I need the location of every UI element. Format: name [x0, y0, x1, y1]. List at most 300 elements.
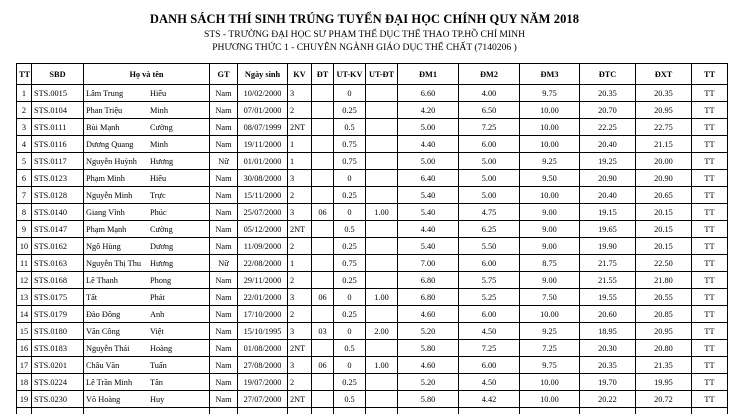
- priority-group: [312, 187, 334, 204]
- total-score: 20.30: [580, 340, 636, 357]
- status: TT: [692, 85, 728, 102]
- area: 2NT: [288, 340, 312, 357]
- admission-score: 20.95: [636, 102, 692, 119]
- area-bonus: 0.25: [334, 187, 366, 204]
- group-bonus: 2.00: [366, 323, 398, 340]
- status: TT: [692, 136, 728, 153]
- total-score: 20.35: [580, 85, 636, 102]
- score-2: 6.00: [459, 136, 520, 153]
- total-score: 20.35: [580, 357, 636, 374]
- area: 2NT: [288, 391, 312, 408]
- surname: Tất: [84, 290, 150, 305]
- birth-date: 01/08/2000: [238, 340, 288, 357]
- priority-group: [312, 340, 334, 357]
- admission-score: 20.35: [636, 85, 692, 102]
- priority-group: [312, 221, 334, 238]
- score-3: 9.25: [520, 323, 580, 340]
- empty-cell: [210, 408, 238, 414]
- area: 1: [288, 136, 312, 153]
- row-number: 8: [17, 204, 32, 221]
- table-row: [17, 323, 728, 340]
- table-row: [17, 85, 728, 102]
- surname: Lê Trần Minh: [84, 375, 150, 390]
- area: 3: [288, 323, 312, 340]
- score-2: 7.25: [459, 340, 520, 357]
- group-bonus: [366, 187, 398, 204]
- score-1: 5.80: [398, 391, 459, 408]
- birth-date: 05/12/2000: [238, 221, 288, 238]
- status: TT: [692, 255, 728, 272]
- full-name: [84, 306, 210, 323]
- score-1: 5.40: [398, 204, 459, 221]
- row-number: 10: [17, 238, 32, 255]
- surname: Đào Đông: [84, 307, 150, 322]
- surname: Ngô Hùng: [84, 239, 150, 254]
- score-2: 4.00: [459, 85, 520, 102]
- priority-group: [312, 306, 334, 323]
- surname: Dương Quang: [84, 137, 150, 152]
- area: 3: [288, 289, 312, 306]
- empty-cell: [32, 408, 84, 414]
- birth-date: 27/07/2000: [238, 391, 288, 408]
- area-bonus: 0: [334, 170, 366, 187]
- column-header: ĐXT: [636, 64, 692, 85]
- candidate-id: STS.0128: [32, 187, 84, 204]
- full-name: [84, 272, 210, 289]
- candidate-id: STS.0123: [32, 170, 84, 187]
- full-name: [84, 119, 210, 136]
- area-bonus: 0: [334, 204, 366, 221]
- score-1: 6.80: [398, 289, 459, 306]
- status: TT: [692, 391, 728, 408]
- gender: Nam: [210, 374, 238, 391]
- area: 1: [288, 153, 312, 170]
- full-name: [84, 357, 210, 374]
- table-row: [17, 187, 728, 204]
- column-header: ĐM3: [520, 64, 580, 85]
- admission-score: 20.72: [636, 391, 692, 408]
- priority-group: [312, 136, 334, 153]
- area: 2: [288, 102, 312, 119]
- score-2: 5.00: [459, 170, 520, 187]
- score-3: 10.00: [520, 102, 580, 119]
- given-name: Phát: [150, 290, 165, 305]
- surname: Nguyễn Thị Thu: [84, 256, 150, 271]
- candidate-id: STS.0140: [32, 204, 84, 221]
- total-score: 19.25: [580, 153, 636, 170]
- given-name: Huy: [150, 392, 164, 407]
- admission-score: 20.15: [636, 221, 692, 238]
- row-number: 4: [17, 136, 32, 153]
- table-row: [17, 102, 728, 119]
- status: TT: [692, 323, 728, 340]
- table-row: [17, 374, 728, 391]
- score-3: 9.00: [520, 238, 580, 255]
- area: 2: [288, 238, 312, 255]
- birth-date: 15/10/1995: [238, 323, 288, 340]
- given-name: Anh: [150, 307, 164, 322]
- admission-score: 20.90: [636, 170, 692, 187]
- empty-cell: [398, 408, 459, 414]
- gender: Nam: [210, 323, 238, 340]
- area-bonus: 0.75: [334, 136, 366, 153]
- area-bonus: 0.5: [334, 340, 366, 357]
- empty-cell: [238, 408, 288, 414]
- priority-group: [312, 119, 334, 136]
- table-row: [17, 340, 728, 357]
- empty-cell: [692, 408, 728, 414]
- area-bonus: 0: [334, 289, 366, 306]
- score-3: 9.00: [520, 204, 580, 221]
- full-name: [84, 374, 210, 391]
- birth-date: 11/09/2000: [238, 238, 288, 255]
- group-bonus: [366, 85, 398, 102]
- score-2: 5.00: [459, 153, 520, 170]
- candidate-id: STS.0015: [32, 85, 84, 102]
- status: TT: [692, 357, 728, 374]
- gender: Nam: [210, 170, 238, 187]
- area-bonus: 0.25: [334, 102, 366, 119]
- priority-group: [312, 391, 334, 408]
- score-1: 4.60: [398, 306, 459, 323]
- empty-cell: [636, 408, 692, 414]
- full-name: [84, 238, 210, 255]
- surname: Lê Thanh: [84, 273, 150, 288]
- candidate-id: STS.0104: [32, 102, 84, 119]
- status: TT: [692, 289, 728, 306]
- score-1: 5.20: [398, 374, 459, 391]
- priority-group: 03: [312, 323, 334, 340]
- given-name: Hương: [150, 256, 173, 271]
- admission-score: 20.00: [636, 153, 692, 170]
- area: 2: [288, 374, 312, 391]
- table-row: [17, 357, 728, 374]
- group-bonus: [366, 306, 398, 323]
- birth-date: 15/11/2000: [238, 187, 288, 204]
- area: 2NT: [288, 221, 312, 238]
- given-name: Tuấn: [150, 358, 167, 373]
- given-name: Cường: [150, 222, 173, 237]
- row-number: 15: [17, 323, 32, 340]
- row-number: 2: [17, 102, 32, 119]
- priority-group: [312, 170, 334, 187]
- column-header: ĐTC: [580, 64, 636, 85]
- score-2: 6.00: [459, 306, 520, 323]
- total-score: 20.22: [580, 391, 636, 408]
- full-name: [84, 187, 210, 204]
- status: TT: [692, 187, 728, 204]
- score-1: 5.00: [398, 119, 459, 136]
- gender: Nữ: [210, 153, 238, 170]
- birth-date: 07/01/2000: [238, 102, 288, 119]
- group-bonus: [366, 255, 398, 272]
- gender: Nam: [210, 102, 238, 119]
- admission-score: 20.15: [636, 238, 692, 255]
- table-row: [17, 119, 728, 136]
- gender: Nam: [210, 357, 238, 374]
- birth-date: 27/08/2000: [238, 357, 288, 374]
- group-bonus: [366, 221, 398, 238]
- empty-cell: [17, 408, 32, 414]
- row-number: 5: [17, 153, 32, 170]
- admission-table: [16, 63, 728, 414]
- birth-date: 22/01/2000: [238, 289, 288, 306]
- admission-score: 20.95: [636, 323, 692, 340]
- birth-date: 19/11/2000: [238, 136, 288, 153]
- column-header: TT: [692, 64, 728, 85]
- column-header: ĐT: [312, 64, 334, 85]
- full-name: [84, 204, 210, 221]
- birth-date: 08/07/1999: [238, 119, 288, 136]
- area-bonus: 0.25: [334, 272, 366, 289]
- candidate-id: STS.0117: [32, 153, 84, 170]
- given-name: Trực: [150, 188, 166, 203]
- row-number: 19: [17, 391, 32, 408]
- admission-score: 21.15: [636, 136, 692, 153]
- area-bonus: 0.25: [334, 374, 366, 391]
- table-header-row: [17, 64, 728, 85]
- priority-group: 06: [312, 204, 334, 221]
- admission-score: 22.50: [636, 255, 692, 272]
- score-3: 10.00: [520, 136, 580, 153]
- empty-cell: [334, 408, 366, 414]
- total-score: 19.65: [580, 221, 636, 238]
- area-bonus: 0.25: [334, 238, 366, 255]
- admission-score: 21.80: [636, 272, 692, 289]
- group-bonus: [366, 102, 398, 119]
- score-3: 9.00: [520, 221, 580, 238]
- score-2: 6.25: [459, 221, 520, 238]
- group-bonus: [366, 238, 398, 255]
- given-name: Dương: [150, 239, 173, 254]
- score-2: 7.25: [459, 119, 520, 136]
- gender: Nữ: [210, 255, 238, 272]
- gender: Nam: [210, 119, 238, 136]
- area: 2: [288, 272, 312, 289]
- row-number: 12: [17, 272, 32, 289]
- total-score: 20.60: [580, 306, 636, 323]
- area: 2: [288, 187, 312, 204]
- row-number: 6: [17, 170, 32, 187]
- given-name: Phúc: [150, 205, 167, 220]
- table-row: [17, 204, 728, 221]
- full-name: [84, 153, 210, 170]
- candidate-id: STS.0175: [32, 289, 84, 306]
- birth-date: 22/08/2000: [238, 255, 288, 272]
- admission-score: 20.80: [636, 340, 692, 357]
- score-2: 6.00: [459, 255, 520, 272]
- score-1: 5.20: [398, 323, 459, 340]
- priority-group: [312, 238, 334, 255]
- surname: Nguyễn Thái: [84, 341, 150, 356]
- group-bonus: [366, 119, 398, 136]
- empty-cell: [288, 408, 312, 414]
- area: 1: [288, 255, 312, 272]
- table-row: [17, 221, 728, 238]
- score-1: 7.00: [398, 255, 459, 272]
- given-name: Hiếu: [150, 86, 166, 101]
- admission-score: 20.15: [636, 204, 692, 221]
- empty-cell: [580, 408, 636, 414]
- priority-group: [312, 85, 334, 102]
- column-header: ĐM1: [398, 64, 459, 85]
- given-name: Việt: [150, 324, 164, 339]
- score-1: 5.40: [398, 238, 459, 255]
- full-name: [84, 221, 210, 238]
- score-2: 5.50: [459, 238, 520, 255]
- admission-score: 22.75: [636, 119, 692, 136]
- birth-date: 29/11/2000: [238, 272, 288, 289]
- area: 2NT: [288, 119, 312, 136]
- score-3: 10.00: [520, 391, 580, 408]
- full-name: [84, 289, 210, 306]
- total-score: 18.95: [580, 323, 636, 340]
- score-3: 9.75: [520, 357, 580, 374]
- area-bonus: 0.5: [334, 391, 366, 408]
- status: TT: [692, 170, 728, 187]
- full-name: [84, 102, 210, 119]
- candidate-id: STS.0163: [32, 255, 84, 272]
- candidate-id: STS.0111: [32, 119, 84, 136]
- status: TT: [692, 340, 728, 357]
- column-header: Ngày sinh: [238, 64, 288, 85]
- given-name: Minh: [150, 103, 168, 118]
- admission-score: 19.95: [636, 374, 692, 391]
- group-bonus: 1.00: [366, 204, 398, 221]
- priority-group: 06: [312, 289, 334, 306]
- table-row: [17, 272, 728, 289]
- area-bonus: 0.5: [334, 221, 366, 238]
- given-name: Hoàng: [150, 341, 172, 356]
- score-2: 4.75: [459, 204, 520, 221]
- row-number: 3: [17, 119, 32, 136]
- candidate-id: STS.0116: [32, 136, 84, 153]
- total-score: 19.55: [580, 289, 636, 306]
- given-name: Hương: [150, 154, 173, 169]
- given-name: Minh: [150, 137, 168, 152]
- total-score: 19.90: [580, 238, 636, 255]
- given-name: Hiếu: [150, 171, 166, 186]
- row-number: 17: [17, 357, 32, 374]
- score-3: 10.00: [520, 119, 580, 136]
- surname: Phạm Mạnh: [84, 222, 150, 237]
- status: TT: [692, 153, 728, 170]
- status: TT: [692, 374, 728, 391]
- total-score: 19.15: [580, 204, 636, 221]
- admission-score: 20.55: [636, 289, 692, 306]
- candidate-id: STS.0179: [32, 306, 84, 323]
- column-header: SBD: [32, 64, 84, 85]
- empty-cell: [459, 408, 520, 414]
- table-row: [17, 136, 728, 153]
- status: TT: [692, 102, 728, 119]
- area-bonus: 0: [334, 357, 366, 374]
- score-3: 7.25: [520, 340, 580, 357]
- admission-score: 21.35: [636, 357, 692, 374]
- gender: Nam: [210, 340, 238, 357]
- score-3: 10.00: [520, 187, 580, 204]
- score-2: 6.50: [459, 102, 520, 119]
- group-bonus: 1.00: [366, 357, 398, 374]
- priority-group: [312, 272, 334, 289]
- score-2: 5.00: [459, 187, 520, 204]
- score-2: 4.50: [459, 323, 520, 340]
- gender: Nam: [210, 238, 238, 255]
- birth-date: 17/10/2000: [238, 306, 288, 323]
- row-number: 7: [17, 187, 32, 204]
- surname: Võ Hoàng: [84, 392, 150, 407]
- candidate-id: STS.0147: [32, 221, 84, 238]
- empty-cell: [312, 408, 334, 414]
- surname: Nguyễn Huỳnh: [84, 154, 150, 169]
- score-2: 4.50: [459, 374, 520, 391]
- score-1: 6.60: [398, 85, 459, 102]
- area-bonus: 0.25: [334, 306, 366, 323]
- status: TT: [692, 272, 728, 289]
- candidate-id: STS.0230: [32, 391, 84, 408]
- score-1: 6.40: [398, 170, 459, 187]
- row-number: 14: [17, 306, 32, 323]
- empty-cell: [84, 408, 210, 414]
- full-name: [84, 170, 210, 187]
- priority-group: [312, 374, 334, 391]
- gender: Nam: [210, 85, 238, 102]
- full-name: [84, 391, 210, 408]
- column-header: Họ và tên: [84, 64, 210, 85]
- column-header: UT-ĐT: [366, 64, 398, 85]
- score-1: 6.80: [398, 272, 459, 289]
- area: 3: [288, 204, 312, 221]
- candidate-id: STS.0183: [32, 340, 84, 357]
- admission-score: 20.85: [636, 306, 692, 323]
- table-row: [17, 153, 728, 170]
- surname: Nguyễn Minh: [84, 188, 150, 203]
- table-row: [17, 391, 728, 408]
- total-score: 20.40: [580, 136, 636, 153]
- table-row: [17, 170, 728, 187]
- area: 3: [288, 357, 312, 374]
- admission-method: PHƯƠNG THỨC 1 - CHUYÊN NGÀNH GIÁO DỤC THỂ CHẤT (7140206 ): [0, 42, 729, 53]
- score-1: 5.80: [398, 340, 459, 357]
- empty-cell: [520, 408, 580, 414]
- surname: Lâm Trung: [84, 86, 150, 101]
- area-bonus: 0: [334, 323, 366, 340]
- status: TT: [692, 221, 728, 238]
- candidate-id: STS.0224: [32, 374, 84, 391]
- area: 3: [288, 170, 312, 187]
- full-name: [84, 323, 210, 340]
- candidate-id: STS.0168: [32, 272, 84, 289]
- score-1: 4.60: [398, 357, 459, 374]
- area-bonus: 0: [334, 85, 366, 102]
- area: 3: [288, 85, 312, 102]
- gender: Nam: [210, 391, 238, 408]
- gender: Nam: [210, 221, 238, 238]
- full-name: [84, 255, 210, 272]
- area-bonus: 0.75: [334, 153, 366, 170]
- full-name: [84, 136, 210, 153]
- candidate-id: STS.0162: [32, 238, 84, 255]
- status: TT: [692, 238, 728, 255]
- group-bonus: [366, 153, 398, 170]
- score-1: 4.40: [398, 136, 459, 153]
- score-2: 6.00: [459, 357, 520, 374]
- row-number: 11: [17, 255, 32, 272]
- gender: Nam: [210, 136, 238, 153]
- birth-date: 10/02/2000: [238, 85, 288, 102]
- group-bonus: [366, 374, 398, 391]
- column-header: GT: [210, 64, 238, 85]
